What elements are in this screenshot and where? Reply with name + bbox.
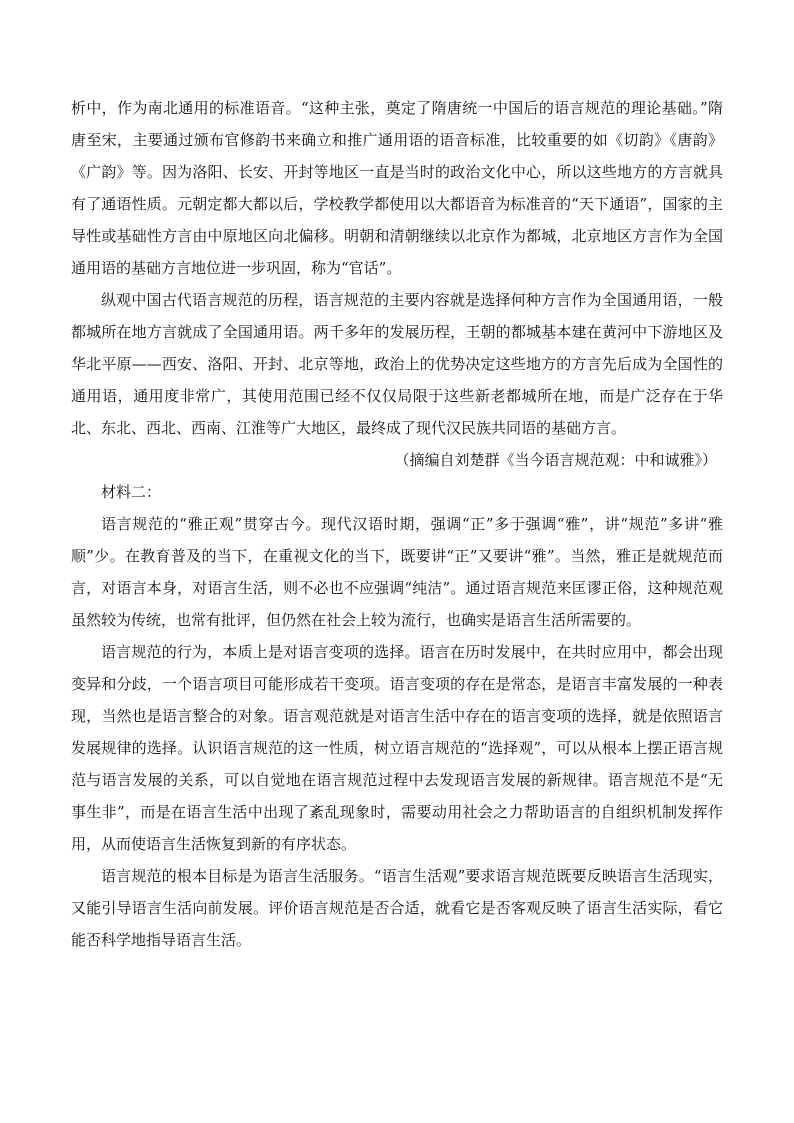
paragraph-selection: 语言规范的行为，本质上是对语言变项的选择。语言在历时发展中，在共时应用中，都会出现变异和分歧，一个语言项目可能形成若干变项。语言变项的存在是常态，是语言丰富发展的一种表现，当然也是语言整合的对象。语言观范就是对语言生活中存在的语言变项的选择，就是依照语言发展规律的选择。认识语言规范的这一性质，树立语言规范的“选择观”，可以从根本上摆正语言规范与语言发展的关系，可以自觉地在语言规范过程中去发现语言发展的新规律。语言规范不是“无事生非”，而是在语言生活中出现了紊乱现象时，需要动用社会之力帮助语言的自组织机制发挥作用，从而使语言生活恢复到新的有序状态。 bbox=[71, 643, 723, 853]
paragraph-summary: 纵观中国古代语言规范的历程，语言规范的主要内容就是选择何种方言作为全国通用语，一般都城所在地方言就成了全国通用语。两千多年的发展历程，王朝的都城基本建在黄河中下游地区及华北平原——西安、洛阳、开封、北京等地，政治上的优势决定这些地方的方言先后成为全国性的通用语，通用度非常广，其使用范围已经不仅仅局限于这些新老都城所在地，而是广泛存在于华北、东北、西北、西南、江淮等广大地区，最终成了现代汉民族共同语的基础方言。 bbox=[71, 291, 723, 437]
paragraph-language-life: 语言规范的根本目标是为语言生活服务。“语言生活观”要求语言规范既要反映语言生活现实，又能引导语言生活向前发展。评价语言规范是否合适，就看它是否客观反映了语言生活实际，看它能否科学地指导语言生活。 bbox=[71, 867, 723, 949]
material-two-heading: 材料二： bbox=[101, 483, 162, 501]
paragraph-continued: 析中，作为南北通用的标准语音。“这种主张，奠定了隋唐统一中国后的语言规范的理论基础。”隋唐至宋，主要通过颁布官修韵书来确立和推广通用语的语音标准，比较重要的如《切韵》《唐韵》《广韵》等。因为洛阳、长安、开封等地区一直是当时的政治文化中心，所以这些地方的方言就具有了通语性质。元朝定都大都以后，学校教学都使用以大都语音为标准音的“天下通语”，国家的主导性或基础性方言由中原地区向北偏移。明朝和清朝继续以北京作为都城，北京地区方言作为全国通用语的基础方言地位进一步巩固，称为“官话”。 bbox=[71, 99, 723, 277]
document-page bbox=[71, 92, 723, 956]
source-citation: （摘编自刘楚群《当今语言规范观：中和诚雅》） bbox=[394, 451, 717, 469]
paragraph-yazheng: 语言规范的“雅正观”贯穿古今。现代汉语时期，强调“正”多于强调“雅”，讲“规范”多讲“雅顺”少。在教育普及的当下，在重视文化的当下，既要讲“正”又要讲“雅”。当然，雅正是就规范而言，对语言本身，对语言生活，则不必也不应强调“纯洁”。通过语言规范来匡谬正俗，这种规范观虽然较为传统，也常有批评，但仍然在社会上较为流行，也确实是语言生活所需要的。 bbox=[71, 515, 723, 629]
